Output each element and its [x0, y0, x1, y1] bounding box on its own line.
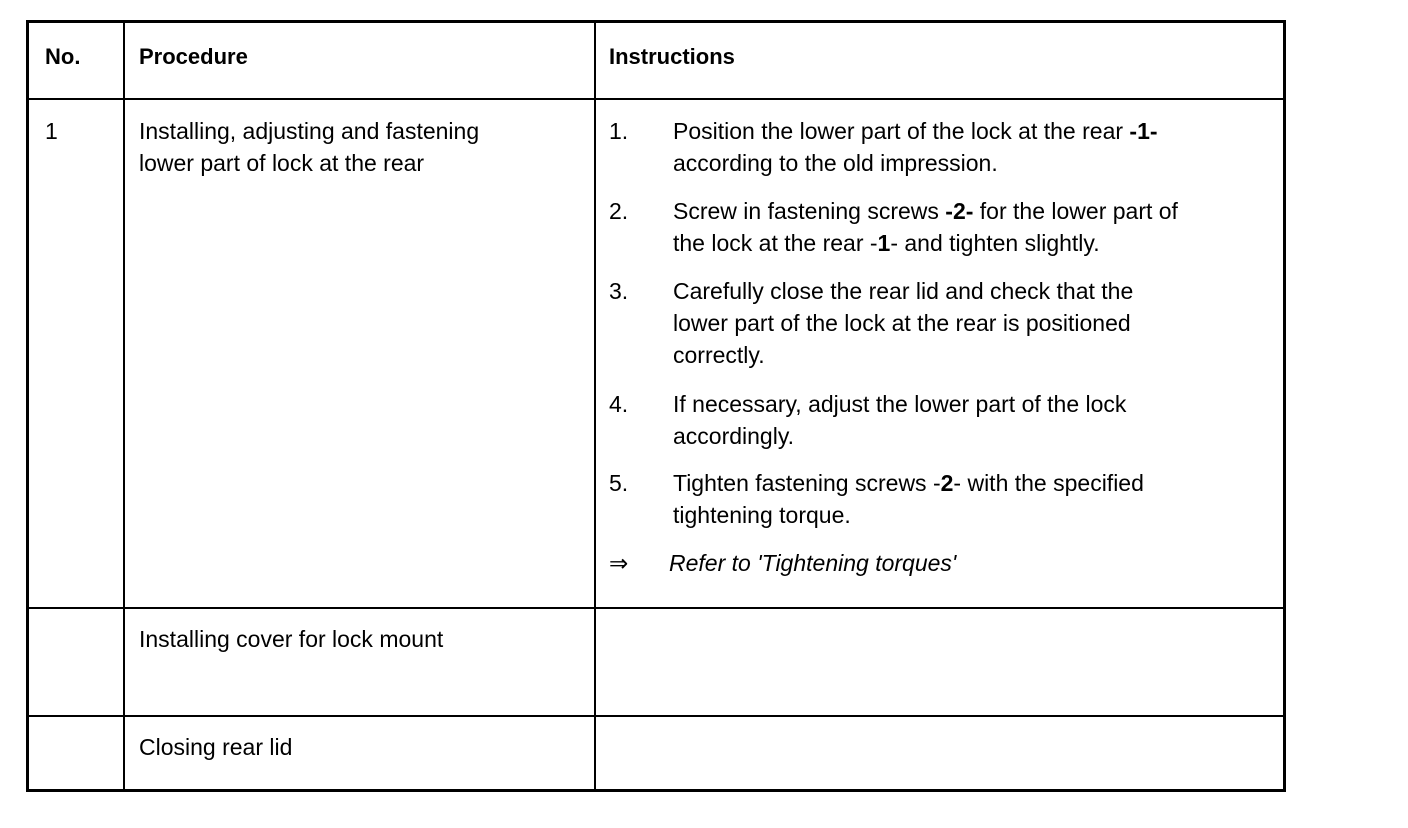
- reference-link-text[interactable]: Refer to 'Tightening torques': [669, 550, 957, 576]
- step-3-line-1: Carefully close the rear lid and check that the: [673, 278, 1134, 304]
- row-divider-1: [29, 607, 1283, 609]
- row-3-procedure: Closing rear lid: [139, 734, 293, 760]
- step-4-number: 4.: [609, 391, 629, 417]
- step-5-number: 5.: [609, 470, 629, 496]
- step-2-number: 2.: [609, 198, 629, 224]
- step-2-line-1a: Screw in fastening screws: [673, 198, 946, 224]
- step-5-line-2: tightening torque.: [673, 502, 851, 528]
- step-5-line-1c: - with the specified: [953, 470, 1144, 496]
- header-procedure: Procedure: [139, 44, 248, 69]
- step-5-text: [673, 467, 1283, 531]
- step-2-line-1c: for the lower part of: [973, 198, 1178, 224]
- row-1-number: 1: [45, 118, 58, 144]
- step-2-line-2a: the lock at the rear -: [673, 230, 878, 256]
- step-2-part-ref: -2-: [945, 198, 974, 224]
- step-3-line-2: lower part of the lock at the rear is positioned: [673, 310, 1131, 336]
- step-1-text: [673, 115, 1283, 179]
- step-1-part-ref: -1-: [1129, 118, 1158, 144]
- header-instructions: Instructions: [609, 44, 735, 69]
- step-2-part-ref-2: 1: [877, 230, 891, 256]
- step-3-line-3: correctly.: [673, 342, 765, 368]
- step-1-line-1: Position the lower part of the lock at the rear: [673, 118, 1130, 144]
- step-4-text: [673, 388, 1283, 452]
- step-2-text: [673, 195, 1283, 259]
- row-divider-2: [29, 715, 1283, 717]
- column-divider-procedure: [594, 23, 596, 789]
- row-1-procedure-line-2: lower part of lock at the rear: [139, 150, 425, 176]
- column-divider-no: [123, 23, 125, 789]
- procedure-table: [26, 20, 1286, 792]
- step-1-line-2: according to the old impression.: [673, 150, 998, 176]
- row-2-procedure: Installing cover for lock mount: [139, 626, 444, 652]
- header-divider: [29, 98, 1283, 100]
- step-5-part-ref: 2: [940, 470, 954, 496]
- step-4-line-1: If necessary, adjust the lower part of the lock: [673, 391, 1127, 417]
- arrow-right-icon: ⇒: [609, 550, 629, 576]
- step-2-line-2c: - and tighten slightly.: [890, 230, 1100, 256]
- step-4-line-2: accordingly.: [673, 423, 795, 449]
- step-3-number: 3.: [609, 278, 629, 304]
- step-3-text: [673, 275, 1283, 371]
- step-5-line-1a: Tighten fastening screws -: [673, 470, 941, 496]
- header-no: No.: [45, 44, 81, 69]
- row-1-procedure-line-1: Installing, adjusting and fastening: [139, 118, 480, 144]
- step-1-number: 1.: [609, 118, 629, 144]
